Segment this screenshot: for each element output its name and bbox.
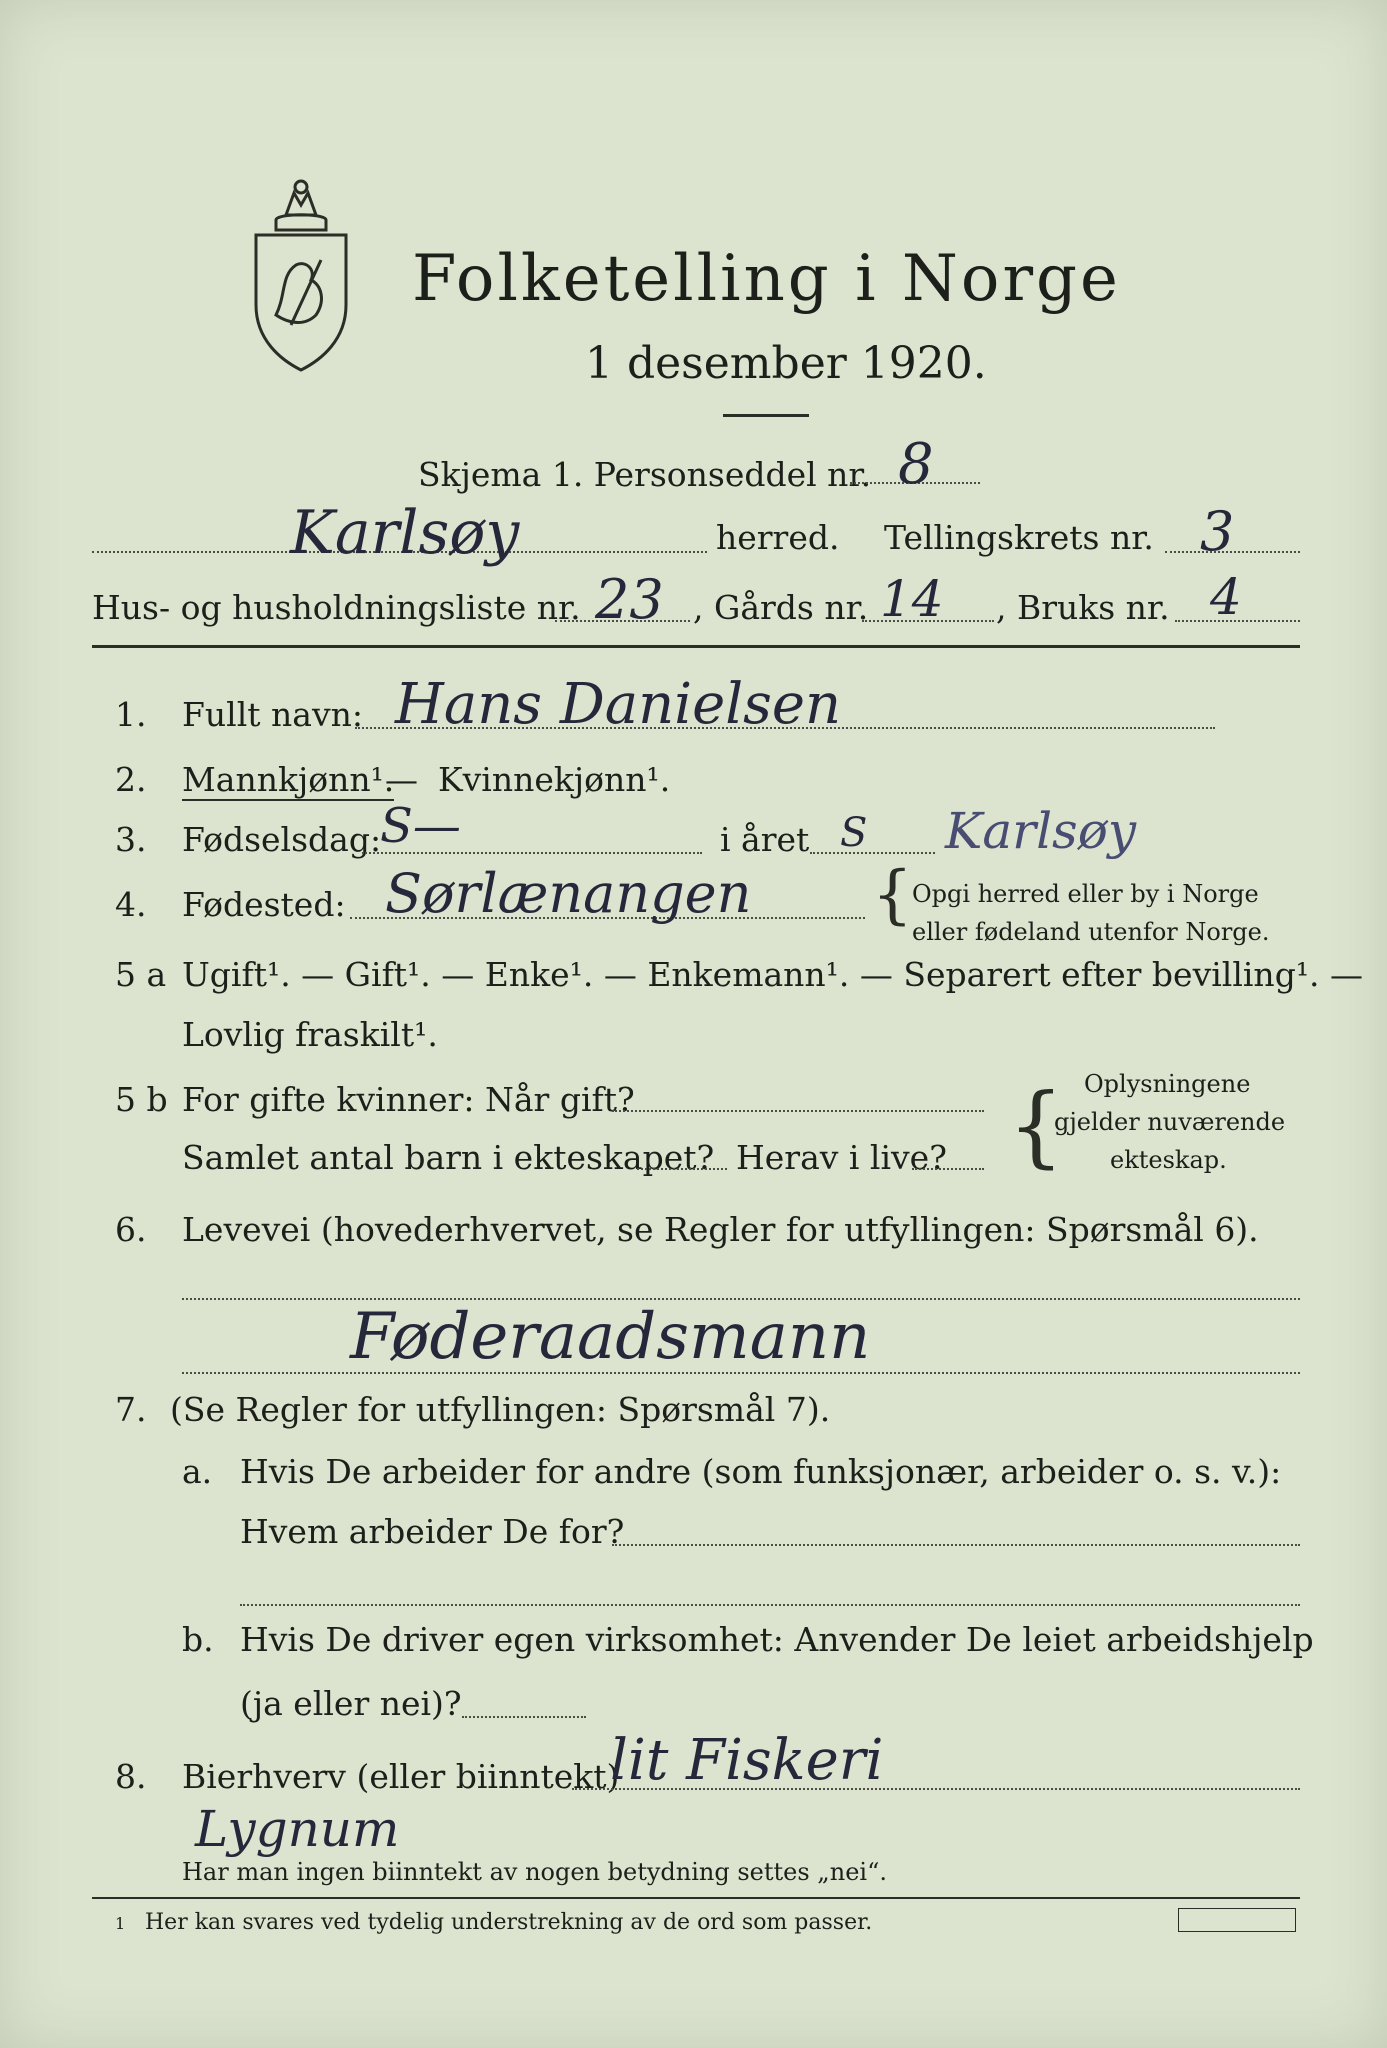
q7a-fill-line1 [612, 1544, 1300, 1546]
footnote-mark: 1 [115, 1914, 126, 1933]
q4-value: Sørlænangen [385, 862, 752, 925]
q5b-fill-line3 [912, 1168, 984, 1170]
q3-number: 3. [115, 820, 147, 859]
q7a-line1: Hvis De arbeider for andre (som funksjonær, arbeider o. s. v.): [240, 1452, 1282, 1491]
header-divider [92, 645, 1300, 648]
q3-extra-note: Karlsøy [945, 802, 1137, 860]
schema-value: 8 [898, 432, 934, 497]
q5a-line1: Ugift¹. — Gift¹. — Enke¹. — Enkemann¹. — Separert efter bevilling¹. — [182, 955, 1364, 994]
q8-number: 8. [115, 1757, 147, 1796]
q7b-fill-line [462, 1716, 586, 1718]
q5a-line2: Lovlig fraskilt¹. [182, 1015, 438, 1054]
bruks-value: 4 [1210, 568, 1242, 626]
q5b-fill-line1 [612, 1110, 984, 1112]
q6-number: 6. [115, 1210, 147, 1249]
q4-note-line1: Opgi herred eller by i Norge [912, 880, 1259, 908]
q3-label: Fødselsdag: [182, 820, 382, 859]
q4-number: 4. [115, 885, 147, 924]
q1-value: Hans Danielsen [395, 672, 842, 737]
q8-value-continued: Lygnum [195, 1800, 400, 1858]
q3-value: S— [380, 798, 461, 854]
krets-value: 3 [1200, 500, 1235, 563]
norwegian-lion-crest-icon [246, 175, 356, 375]
q4-brace: { [872, 858, 913, 932]
footnote-divider [92, 1897, 1300, 1899]
q7b-letter: b. [182, 1620, 214, 1659]
printer-mark [1178, 1908, 1296, 1932]
gards-label: , Gårds nr. [693, 588, 869, 627]
q7b-line2: (ja eller nei)? [240, 1684, 462, 1723]
q5b-number: 5 b [115, 1080, 168, 1119]
form-date: 1 desember 1920. [585, 338, 987, 389]
q4-label: Fødested: [182, 885, 346, 924]
q7a-fill-line2 [240, 1604, 1300, 1606]
q5b-brace: { [1008, 1074, 1064, 1177]
q8-value: lit Fiskeri [610, 1728, 884, 1793]
q2-number: 2. [115, 760, 147, 799]
q3-year-label: i året [720, 820, 810, 859]
krets-label: Tellingskrets nr. [884, 518, 1154, 557]
q7a-letter: a. [182, 1452, 213, 1491]
q7b-line1: Hvis De driver egen virksomhet: Anvender De leiet arbeidshjelp [240, 1620, 1314, 1659]
q1-label: Fullt navn: [182, 695, 363, 734]
q7-number: 7. [115, 1390, 147, 1429]
form-title: Folketelling i Norge [412, 242, 1121, 316]
hus-label: Hus- og husholdningsliste nr. [92, 588, 581, 627]
q7a-line2: Hvem arbeider De for? [240, 1512, 625, 1551]
q5b-note-line2: gjelder nuværende [1054, 1108, 1286, 1136]
q5b-label1: For gifte kvinner: Når gift? [182, 1080, 635, 1119]
q5b-label3: Herav i live? [736, 1138, 947, 1177]
schema-label: Skjema 1. Personseddel nr. [418, 455, 872, 494]
q1-number: 1. [115, 695, 147, 734]
q5b-note-line3: ekteskap. [1110, 1146, 1227, 1174]
q2-female-option: Kvinnekjønn¹. [438, 760, 671, 799]
q6-label: Levevei (hovederhvervet, se Regler for utfyllingen: Spørsmål 6). [182, 1210, 1259, 1249]
hus-value: 23 [595, 568, 664, 631]
q5a-number: 5 a [115, 955, 167, 994]
q2-separator: — [385, 760, 418, 799]
q5b-note-line1: Oplysningene [1084, 1070, 1251, 1098]
footnote-text: Her kan svares ved tydelig understrekning av de ord som passer. [145, 1910, 873, 1935]
q5b-fill-line2 [637, 1168, 727, 1170]
q5b-label2: Samlet antal barn i ekteskapet? [182, 1138, 715, 1177]
q2-male-option: Mannkjønn¹. [182, 760, 395, 799]
q4-note-line2: eller fødeland utenfor Norge. [912, 918, 1270, 946]
q7-label: (Se Regler for utfyllingen: Spørsmål 7). [170, 1390, 831, 1429]
q3-year-value: S [840, 810, 868, 856]
q3-year-fill-line [810, 852, 935, 854]
herred-value: Karlsøy [290, 498, 520, 568]
q8-label: Bierhverv (eller biinntekt) [182, 1757, 620, 1796]
q6-fill-line2 [182, 1372, 1300, 1374]
herred-label: herred. [716, 518, 840, 557]
gards-value: 14 [880, 570, 944, 628]
q6-value: Føderaadsmann [350, 1300, 871, 1374]
q8-note: Har man ingen biinntekt av nogen betydning settes „nei“. [182, 1858, 887, 1886]
title-divider [723, 414, 809, 417]
bruks-label: , Bruks nr. [996, 588, 1170, 627]
